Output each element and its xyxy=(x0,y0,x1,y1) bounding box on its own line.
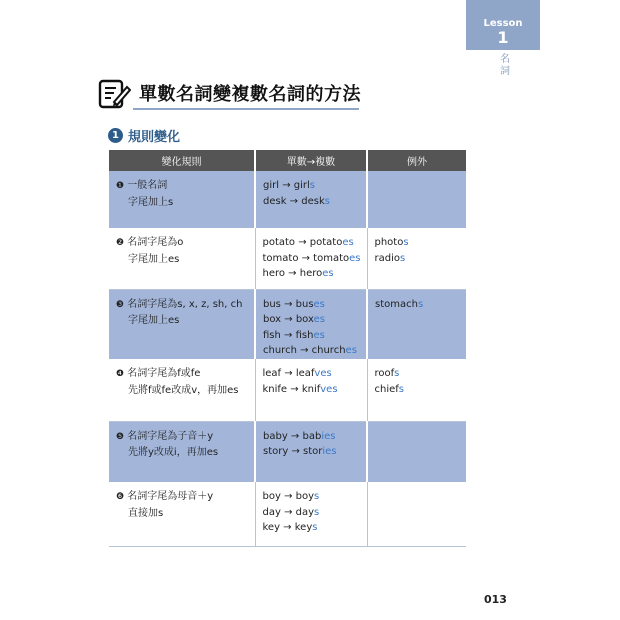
rule-cell xyxy=(109,482,255,546)
exception-suffix: s xyxy=(398,383,405,395)
examples-cell xyxy=(255,421,367,482)
plural-suffix: s xyxy=(314,506,320,518)
example-base: church → church xyxy=(263,345,346,356)
rule-action: 先將f或fe改成v，再加es xyxy=(128,384,239,396)
rule-title xyxy=(116,178,248,195)
plural-suffix: es xyxy=(322,268,334,279)
exception-base: stomach xyxy=(375,298,418,310)
plural-suffix: ies xyxy=(321,430,336,442)
example-line xyxy=(263,520,361,536)
column-header-rule: 變化規則 xyxy=(109,150,255,171)
example-line xyxy=(263,312,360,328)
example-line xyxy=(263,297,360,313)
plural-suffix: es xyxy=(349,252,361,264)
plural-suffix: es xyxy=(313,314,325,325)
examples-cell xyxy=(255,359,367,421)
table-row xyxy=(109,289,466,359)
exception-suffix: s xyxy=(399,252,406,264)
rule-cell xyxy=(109,228,255,289)
rule-action: 字尾加上es xyxy=(128,253,180,265)
lesson-word: Lesson xyxy=(483,18,523,29)
lesson-tab xyxy=(466,0,540,50)
exception-base: roof xyxy=(374,368,395,379)
title-row xyxy=(97,75,361,111)
examples-cell xyxy=(255,289,367,359)
writing-note-icon xyxy=(97,76,131,110)
exception-suffix: s xyxy=(403,237,409,248)
plural-suffix: s xyxy=(314,491,320,502)
column-header-exceptions: 例外 xyxy=(367,150,466,171)
examples-cell xyxy=(255,228,367,289)
rule-title xyxy=(116,235,249,252)
example-line xyxy=(263,235,361,251)
table-row xyxy=(109,421,466,482)
rule-action: 直接加s xyxy=(128,507,164,519)
exception-line xyxy=(375,366,461,382)
rule-title xyxy=(116,489,249,506)
exception-base: photo xyxy=(374,237,404,248)
example-base: knife → knif xyxy=(262,383,321,395)
table-row xyxy=(109,359,466,421)
example-base: key → key xyxy=(262,522,313,533)
example-base: tomato → tomato xyxy=(262,252,350,264)
example-base: day → day xyxy=(262,506,315,518)
exceptions-cell xyxy=(367,359,466,421)
rule-cell xyxy=(109,359,255,421)
example-base: desk → desk xyxy=(263,195,325,207)
example-base: fish → fish xyxy=(263,329,314,341)
rule-condition: 名詞字尾為f或fe xyxy=(127,368,201,379)
rule-action: 字尾加上s xyxy=(128,196,174,208)
table-row xyxy=(109,228,466,289)
plural-suffix: s xyxy=(312,522,318,533)
lesson-label: 名詞 xyxy=(500,54,510,77)
example-base: story → stor xyxy=(263,446,323,457)
example-base: bus → bus xyxy=(263,298,314,310)
exception-suffix: s xyxy=(417,298,424,310)
rule-cell xyxy=(109,171,255,228)
title-underline xyxy=(133,108,359,110)
rule-cell xyxy=(109,289,255,359)
rule-number: ❷ xyxy=(116,238,125,248)
plural-suffix: es xyxy=(313,298,325,310)
rule-action: 字尾加上es xyxy=(128,315,180,326)
exception-suffix: s xyxy=(394,368,400,379)
exceptions-cell xyxy=(367,482,466,546)
column-header-plural: 單數→複數 xyxy=(255,150,367,171)
example-line xyxy=(263,328,360,344)
section-label: 規則變化 xyxy=(128,130,181,145)
example-line xyxy=(263,366,361,382)
exception-line xyxy=(375,251,461,267)
rule-number: ❸ xyxy=(116,299,125,310)
rule-condition: 名詞字尾為o xyxy=(127,237,184,248)
exception-line xyxy=(375,235,461,251)
exceptions-cell xyxy=(367,289,466,359)
rule-cell xyxy=(109,421,255,482)
example-line xyxy=(263,266,361,282)
page-number: 013 xyxy=(484,593,507,606)
rule-condition: 一般名詞 xyxy=(127,180,168,191)
table-row xyxy=(109,482,466,546)
example-base: hero → hero xyxy=(262,268,323,279)
example-base: potato → potato xyxy=(262,237,343,248)
plural-suffix: ves xyxy=(314,368,332,379)
rule-number: ❹ xyxy=(116,369,125,379)
plural-suffix: ves xyxy=(320,383,338,395)
plural-suffix: es xyxy=(345,345,357,356)
plural-suffix: es xyxy=(313,329,325,341)
plural-suffix: s xyxy=(309,180,315,191)
exceptions-cell xyxy=(367,171,466,228)
exception-line xyxy=(375,382,461,398)
example-line xyxy=(263,444,360,460)
rule-number: ❺ xyxy=(116,431,125,442)
rule-number: ❶ xyxy=(116,181,125,191)
example-line xyxy=(263,194,360,210)
plural-suffix: ies xyxy=(322,446,337,457)
lesson-number: 1 xyxy=(497,28,509,47)
rule-action: 先將y改成i，再加es xyxy=(128,447,219,458)
example-line xyxy=(263,429,360,445)
example-line xyxy=(263,505,361,521)
plural-suffix: s xyxy=(324,195,330,207)
rule-title xyxy=(116,297,248,314)
rule-title xyxy=(116,429,248,446)
page-title: 單數名詞變複數名詞的方法 xyxy=(139,84,361,105)
example-line xyxy=(263,343,360,359)
table-header-row xyxy=(109,150,466,171)
exception-base: chief xyxy=(374,383,399,395)
section-number: 1 xyxy=(108,128,123,143)
example-base: girl → girl xyxy=(263,180,310,191)
example-base: baby → bab xyxy=(263,430,322,442)
examples-cell xyxy=(255,171,367,228)
rule-condition: 名詞字尾為子音＋y xyxy=(127,430,214,442)
table-row xyxy=(109,171,466,228)
example-line xyxy=(263,489,361,505)
exception-base: radio xyxy=(374,252,400,264)
rule-title xyxy=(116,366,249,383)
exceptions-cell xyxy=(367,421,466,482)
example-base: boy → boy xyxy=(262,491,315,502)
section-heading xyxy=(108,126,180,145)
example-line xyxy=(263,178,360,194)
plural-rules-table xyxy=(109,150,466,547)
plural-suffix: es xyxy=(342,237,354,248)
rule-condition: 名詞字尾為s, x, z, sh, ch xyxy=(127,298,243,310)
exceptions-cell xyxy=(367,228,466,289)
rule-condition: 名詞字尾為母音＋y xyxy=(127,491,214,502)
example-line xyxy=(263,382,361,398)
example-line xyxy=(263,251,361,267)
exception-line xyxy=(375,297,460,313)
examples-cell xyxy=(255,482,367,546)
example-base: leaf → leaf xyxy=(262,368,315,379)
rule-number: ❻ xyxy=(116,492,125,502)
example-base: box → box xyxy=(263,314,314,325)
